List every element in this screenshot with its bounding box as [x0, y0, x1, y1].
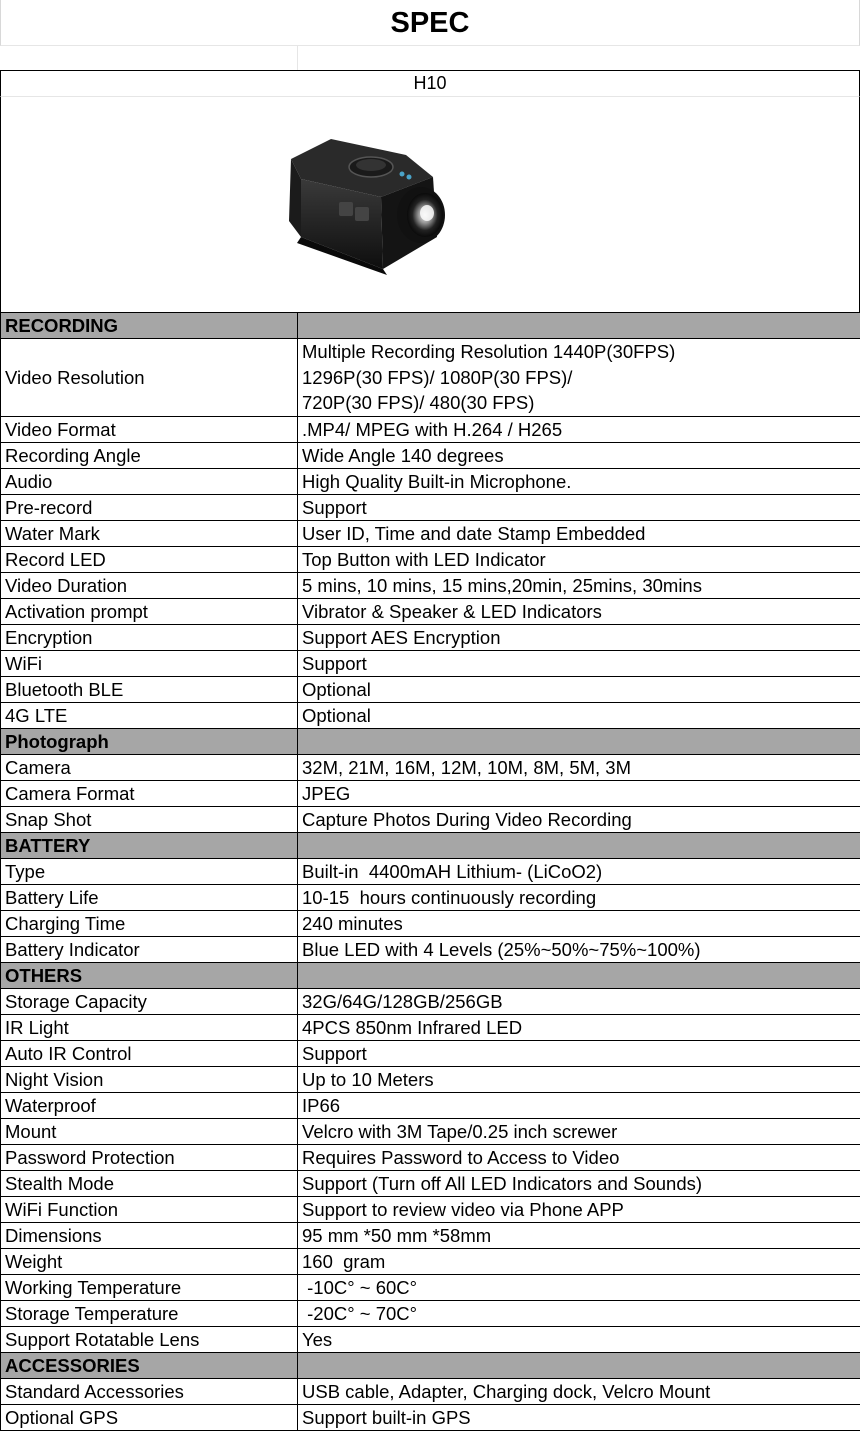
spec-key: Auto IR Control	[1, 1040, 298, 1066]
spec-row	[1, 936, 860, 962]
spec-row	[1, 442, 860, 468]
spec-value: JPEG	[298, 780, 860, 806]
spec-row	[1, 1066, 860, 1092]
spec-row	[1, 910, 860, 936]
spec-key: Snap Shot	[1, 806, 298, 832]
spec-key: WiFi	[1, 650, 298, 676]
spec-row	[1, 1222, 860, 1248]
spec-key: Storage Capacity	[1, 988, 298, 1014]
spec-key: Video Duration	[1, 572, 298, 598]
spec-row	[1, 1170, 860, 1196]
spec-value: 10-15 hours continuously recording	[298, 884, 860, 910]
spec-value-line: Multiple Recording Resolution 1440P(30FPS)	[302, 339, 860, 365]
spec-row	[1, 754, 860, 780]
spec-key: Waterproof	[1, 1092, 298, 1118]
spec-value: Top Button with LED Indicator	[298, 546, 860, 572]
spec-row	[1, 339, 860, 417]
spec-value: .MP4/ MPEG with H.264 / H265	[298, 416, 860, 442]
spec-value: -20C° ~ 70C°	[298, 1300, 860, 1326]
spec-value: Support (Turn off All LED Indicators and Sounds)	[298, 1170, 860, 1196]
section-header-others	[1, 962, 860, 988]
spec-key: Water Mark	[1, 520, 298, 546]
spec-value: -10C° ~ 60C°	[298, 1274, 860, 1300]
section-label-blank	[298, 962, 860, 988]
spec-row	[1, 520, 860, 546]
spec-value: Support	[298, 1040, 860, 1066]
spec-row	[1, 1014, 860, 1040]
spec-key: Dimensions	[1, 1222, 298, 1248]
spec-row	[1, 1092, 860, 1118]
model-name: H10	[0, 71, 860, 97]
spec-row	[1, 546, 860, 572]
spec-value: Support built-in GPS	[298, 1404, 860, 1430]
spec-table	[0, 312, 860, 1431]
spec-key: Battery Indicator	[1, 936, 298, 962]
spec-key: Mount	[1, 1118, 298, 1144]
spec-row	[1, 468, 860, 494]
product-photo	[0, 97, 860, 312]
section-label: OTHERS	[1, 962, 298, 988]
spec-value-line: 720P(30 FPS)/ 480(30 FPS)	[302, 390, 860, 416]
spec-row	[1, 806, 860, 832]
spec-row	[1, 650, 860, 676]
spec-value: High Quality Built-in Microphone.	[298, 468, 860, 494]
spec-value: Support	[298, 494, 860, 520]
spec-key: Charging Time	[1, 910, 298, 936]
spec-key: Video Resolution	[1, 339, 298, 417]
spec-key: Encryption	[1, 624, 298, 650]
spec-value: Optional	[298, 676, 860, 702]
spec-value: 32G/64G/128GB/256GB	[298, 988, 860, 1014]
spec-key: Pre-record	[1, 494, 298, 520]
section-label-blank	[298, 313, 860, 339]
spec-key: Bluetooth BLE	[1, 676, 298, 702]
spec-row	[1, 1274, 860, 1300]
spec-key: Record LED	[1, 546, 298, 572]
spec-value: Support	[298, 650, 860, 676]
spec-key: WiFi Function	[1, 1196, 298, 1222]
spec-row	[1, 988, 860, 1014]
spec-key: Camera	[1, 754, 298, 780]
spec-row	[1, 1118, 860, 1144]
spec-row	[1, 702, 860, 728]
spec-value: Optional	[298, 702, 860, 728]
spec-key: Stealth Mode	[1, 1170, 298, 1196]
spec-value: IP66	[298, 1092, 860, 1118]
spec-value-line: 1296P(30 FPS)/ 1080P(30 FPS)/	[302, 365, 860, 391]
section-label: BATTERY	[1, 832, 298, 858]
spec-key: Weight	[1, 1248, 298, 1274]
spec-key: Storage Temperature	[1, 1300, 298, 1326]
spec-key: IR Light	[1, 1014, 298, 1040]
spec-row	[1, 884, 860, 910]
section-header-recording	[1, 313, 860, 339]
spec-value: 32M, 21M, 16M, 12M, 10M, 8M, 5M, 3M	[298, 754, 860, 780]
spec-key: Optional GPS	[1, 1404, 298, 1430]
spec-key: Password Protection	[1, 1144, 298, 1170]
spec-row	[1, 1248, 860, 1274]
section-label-blank	[298, 832, 860, 858]
spec-key: Activation prompt	[1, 598, 298, 624]
spec-value: 5 mins, 10 mins, 15 mins,20min, 25mins, 30mins	[298, 572, 860, 598]
section-header-battery	[1, 832, 860, 858]
section-header-accessories	[1, 1352, 860, 1378]
spec-key: Support Rotatable Lens	[1, 1326, 298, 1352]
spec-value	[298, 339, 860, 417]
section-label: ACCESSORIES	[1, 1352, 298, 1378]
spec-row	[1, 1144, 860, 1170]
spec-key: Battery Life	[1, 884, 298, 910]
spec-key: Camera Format	[1, 780, 298, 806]
spec-value: Velcro with 3M Tape/0.25 inch screwer	[298, 1118, 860, 1144]
spec-key: Type	[1, 858, 298, 884]
spec-row	[1, 1378, 860, 1404]
spec-value: 160 gram	[298, 1248, 860, 1274]
spec-value: Yes	[298, 1326, 860, 1352]
spec-value: Vibrator & Speaker & LED Indicators	[298, 598, 860, 624]
spec-key: Recording Angle	[1, 442, 298, 468]
spec-row	[1, 1300, 860, 1326]
section-label: Photograph	[1, 728, 298, 754]
spec-key: Night Vision	[1, 1066, 298, 1092]
spec-key: Video Format	[1, 416, 298, 442]
spec-row	[1, 780, 860, 806]
spec-value: 95 mm *50 mm *58mm	[298, 1222, 860, 1248]
spec-key: Audio	[1, 468, 298, 494]
spec-value: Blue LED with 4 Levels (25%~50%~75%~100%)	[298, 936, 860, 962]
spec-key: 4G LTE	[1, 702, 298, 728]
spec-value: 4PCS 850nm Infrared LED	[298, 1014, 860, 1040]
section-label-blank	[298, 728, 860, 754]
spec-row	[1, 676, 860, 702]
spec-row	[1, 598, 860, 624]
spec-value: Built-in 4400mAH Lithium- (LiCoO2)	[298, 858, 860, 884]
spec-value: Capture Photos During Video Recording	[298, 806, 860, 832]
camera-image	[1, 97, 859, 312]
blank-row	[0, 46, 860, 71]
spec-value: USB cable, Adapter, Charging dock, Velcro Mount	[298, 1378, 860, 1404]
spec-row	[1, 572, 860, 598]
section-label: RECORDING	[1, 313, 298, 339]
spec-row	[1, 624, 860, 650]
spec-row	[1, 858, 860, 884]
spec-row	[1, 1326, 860, 1352]
section-header-photograph	[1, 728, 860, 754]
spec-row	[1, 416, 860, 442]
page-title: SPEC	[0, 0, 860, 46]
spec-value: 240 minutes	[298, 910, 860, 936]
spec-value: Support to review video via Phone APP	[298, 1196, 860, 1222]
spec-row	[1, 494, 860, 520]
spec-value: Wide Angle 140 degrees	[298, 442, 860, 468]
spec-value: Up to 10 Meters	[298, 1066, 860, 1092]
spec-row	[1, 1040, 860, 1066]
spec-row	[1, 1196, 860, 1222]
spec-value: Support AES Encryption	[298, 624, 860, 650]
section-label-blank	[298, 1352, 860, 1378]
spec-key: Standard Accessories	[1, 1378, 298, 1404]
spec-key: Working Temperature	[1, 1274, 298, 1300]
spec-value: Requires Password to Access to Video	[298, 1144, 860, 1170]
spec-value: User ID, Time and date Stamp Embedded	[298, 520, 860, 546]
